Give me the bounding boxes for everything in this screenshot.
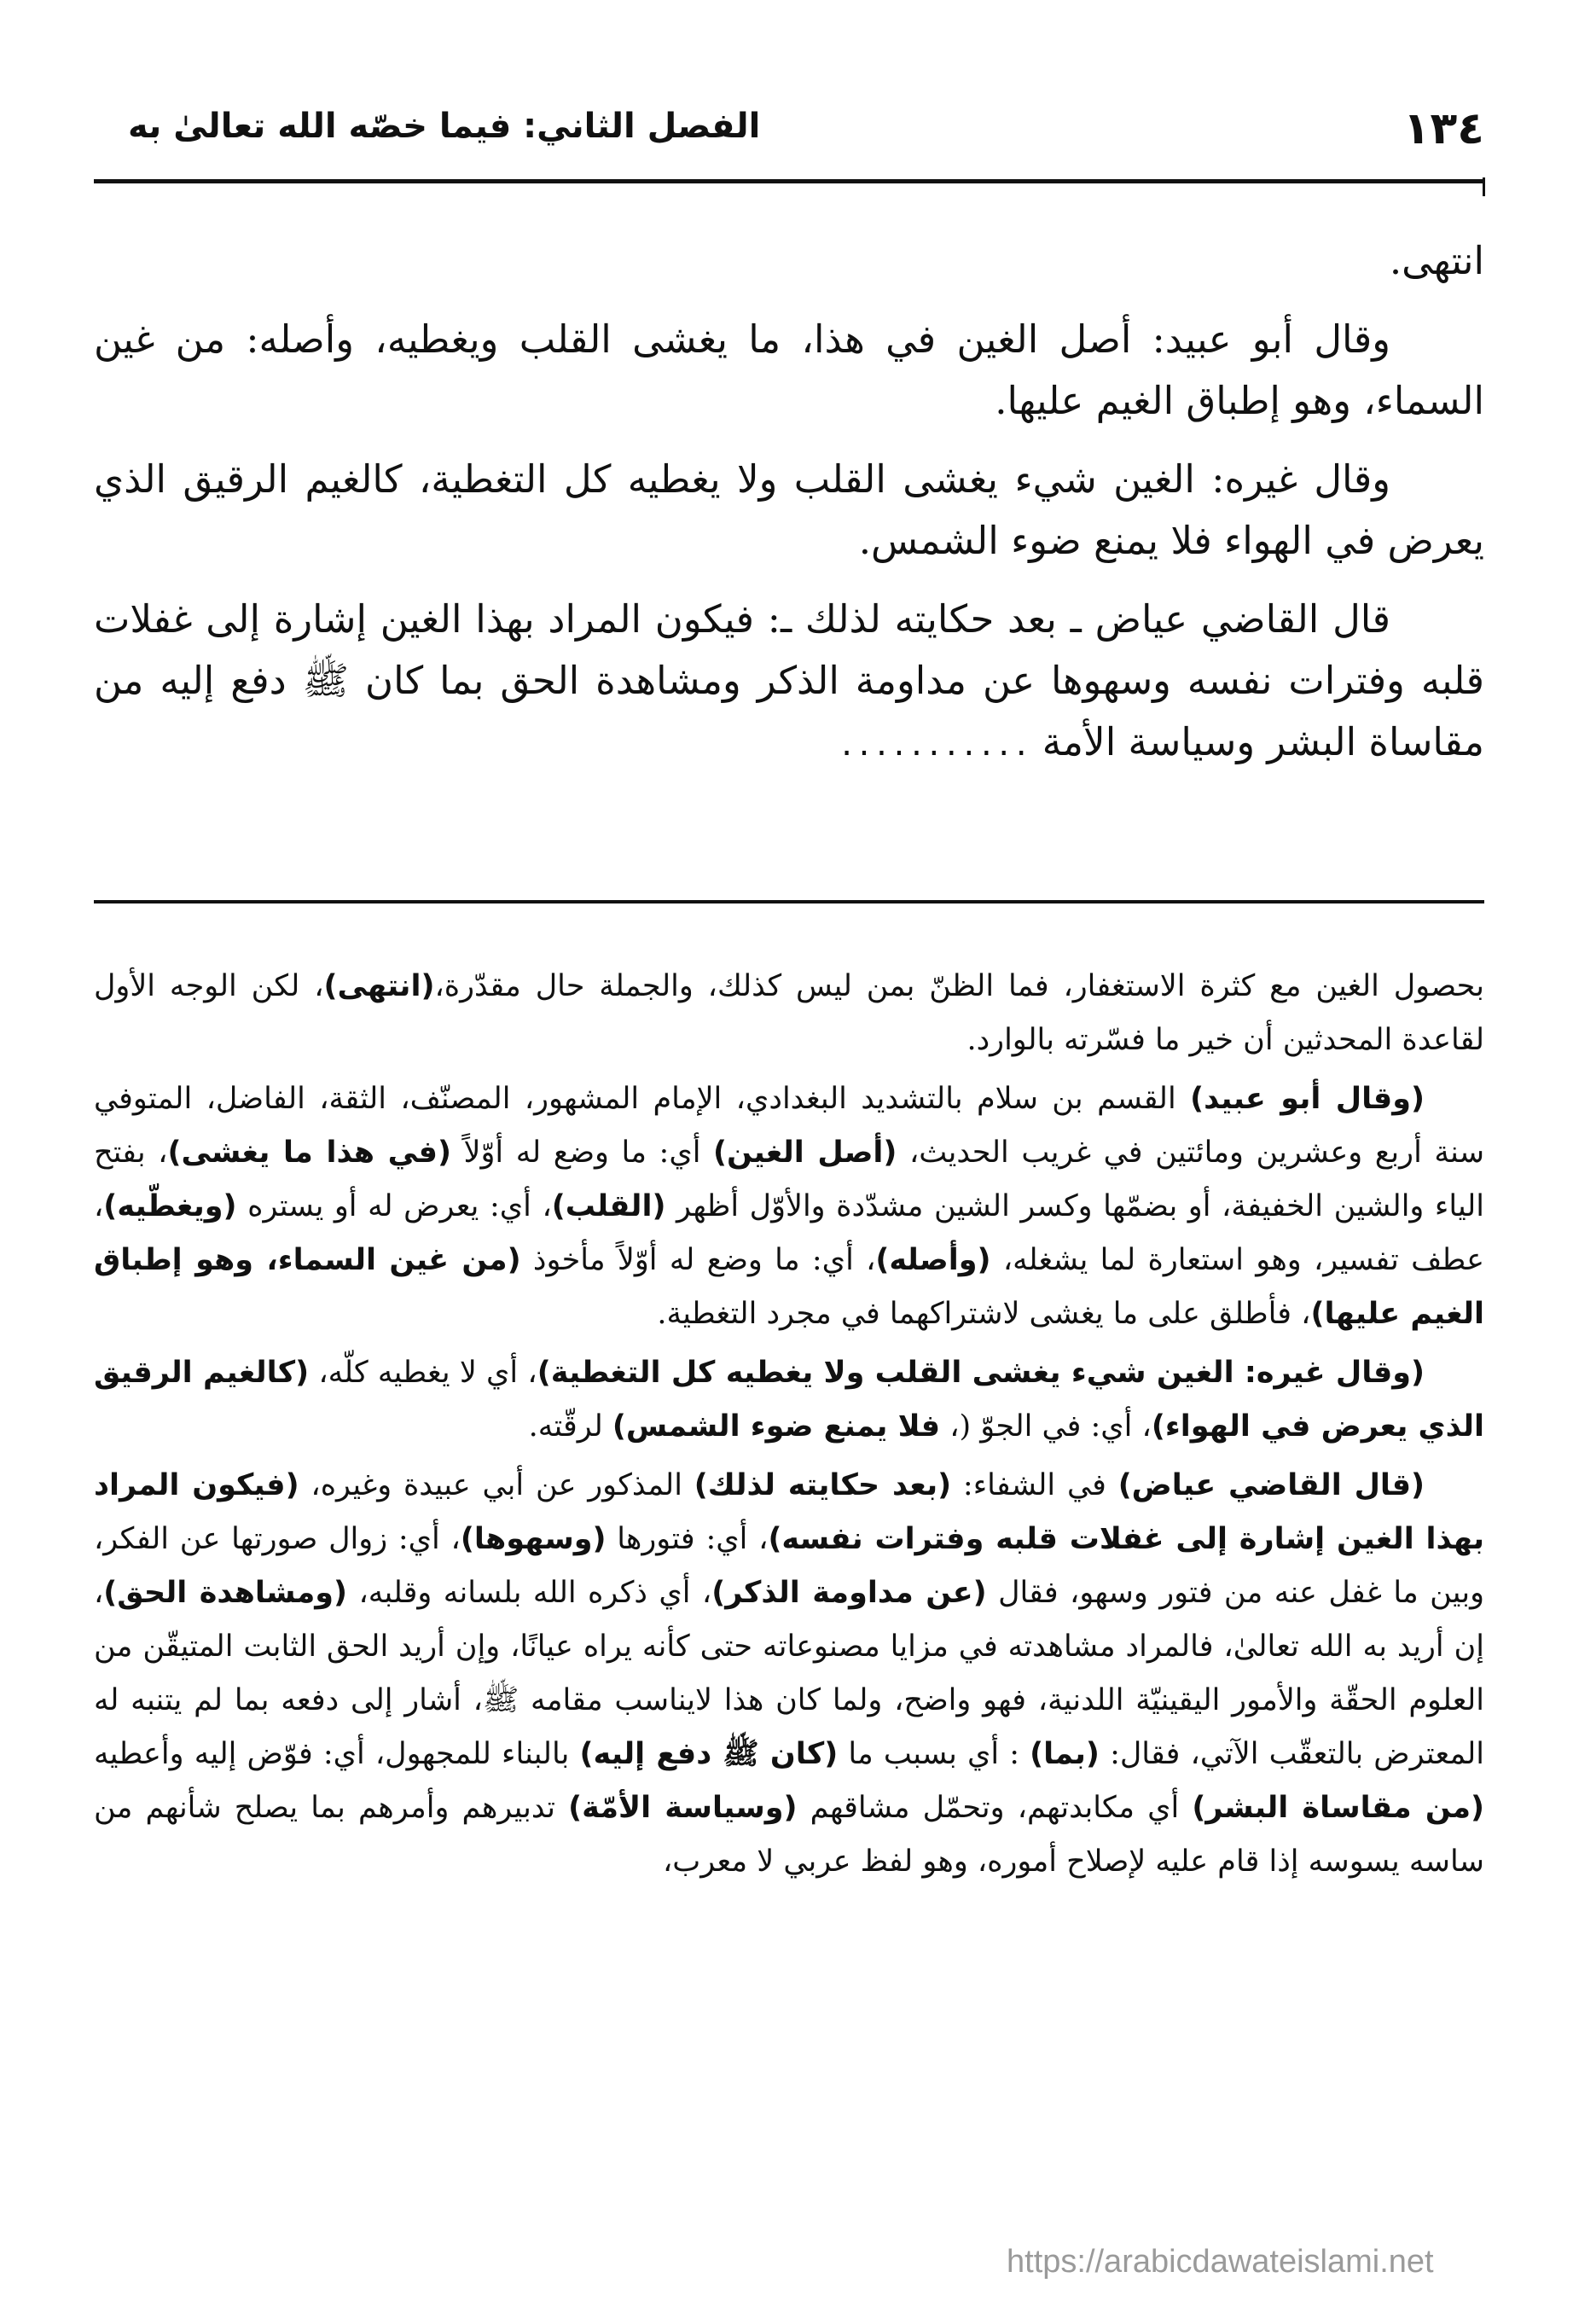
header-rule: [94, 179, 1484, 183]
matn-paragraph: وقال أبو عبيد: أصل الغين في هذا، ما يغشى القلب ويغطيه، وأصله: من غين السماء، وهو إطباق الغيم عليها.: [94, 317, 1484, 423]
matn-paragraph: انتهى.: [1389, 238, 1484, 283]
header-rule-tick: [1483, 177, 1485, 196]
commentary-text: [94, 960, 1484, 1894]
matn-paragraph: قال القاضي عياض ـ بعد حكايته لذلك ـ: فيكون المراد بهذا الغين إشارة إلى غفلات قلبه وفترات نفسه وسهوها عن مداومة الذكر ومشاهدة الحق بما كان ﷺ دفع إليه من مقاساة البشر وسياسة الأمة ...........: [94, 596, 1484, 764]
page-header: [94, 98, 1484, 166]
ellipsis-dots: ...........: [838, 729, 1030, 763]
running-title: الفصل الثاني: فيما خصّه الله تعالىٰ به: [128, 107, 761, 146]
matn-paragraph: وقال غيره: الغين شيء يغشى القلب ولا يغطيه كل التغطية، كالغيم الرقيق الذي يعرض في الهواء فلا يمنع ضوء الشمس.: [94, 456, 1484, 563]
footnote-separator: [94, 900, 1484, 903]
page-number: ١٣٤: [1402, 103, 1484, 154]
main-text: [94, 230, 1484, 793]
commentary-paragraph: (وقال غيره: الغين شيء يغشى القلب ولا يغطيه كل التغطية)، أي لا يغطيه كلّه، (كالغيم الرقيق الذي يعرض في الهواء)، أي: في الجوّ (، فلا يمنع ضوء الشمس) لرقّته.: [94, 1356, 1484, 1444]
commentary-paragraph: (وقال أبو عبيد) القسم بن سلام بالتشديد البغدادي، الإمام المشهور، المصنّف، الثقة، الفاضل، المتوفي سنة أربع وعشرين ومائتين في غريب الحديث، (أصل الغين) أي: ما وضع له أوّلاً (في هذا ما يغشى)، بفتح الياء والشين الخفيفة، أو بضمّها وكسر الشين مشدّدة والأوّل أظهر (القلب)، أي: يعرض له أو يستره (ويغطّيه)، عطف تفسير، وهو استعارة لما يشغله، (وأصله)، أي: ما وضع له أوّلاً مأخوذ (من غين السماء، وهو إطباق الغيم عليها)، فأطلق على ما يغشى لاشتراكهما في مجرد التغطية.: [94, 1082, 1485, 1331]
source-watermark: https://arabicdawateislami.net: [1007, 2244, 1434, 2280]
commentary-paragraph: (قال القاضي عياض) في الشفاء: (بعد حكايته لذلك) المذكور عن أبي عبيدة وغيره، (فيكون المراد بهذا الغين إشارة إلى غفلات قلبه وفترات نفسه)، أي: فتورها (وسهوها)، أي: زوال صورتها عن الفكر، وبين ما غفل عنه من فتور وسهو، فقال (عن مداومة الذكر)، أي ذكره الله بلسانه وقلبه، (ومشاهدة الحق)، إن أريد به الله تعالىٰ، فالمراد مشاهدته في مزايا مصنوعاته حتى كأنه يراه عيانًا، وإن أريد الحق الثابت المتيقّن من العلوم الحقّة والأمور اليقينيّة اللدنية، فهو واضح، ولما كان هذا لايناسب مقامه ﷺ، أشار إلى دفعه بما لم يتنبه له المعترض بالتعقّب الآتي، فقال: (بما) : أي بسبب ما (كان ﷺ دفع إليه) بالبناء للمجهول، أي: فوّض إليه وأعطيه (من مقاساة البشر) أي مكابدتهم، وتحمّل مشاقهم (وسياسة الأمّة) تدبيرهم وأمرهم بما يصلح شأنهم من ساسه يسوسه إذا قام عليه لإصلاح أموره، وهو لفظ عربي لا معرب،: [94, 1468, 1485, 1879]
commentary-paragraph: بحصول الغين مع كثرة الاستغفار، فما الظنّ بمن ليس كذلك، والجملة حال مقدّرة،(انتهى)، لكن الوجه الأول لقاعدة المحدثين أن خير ما فسّرته بالوارد.: [94, 969, 1484, 1057]
